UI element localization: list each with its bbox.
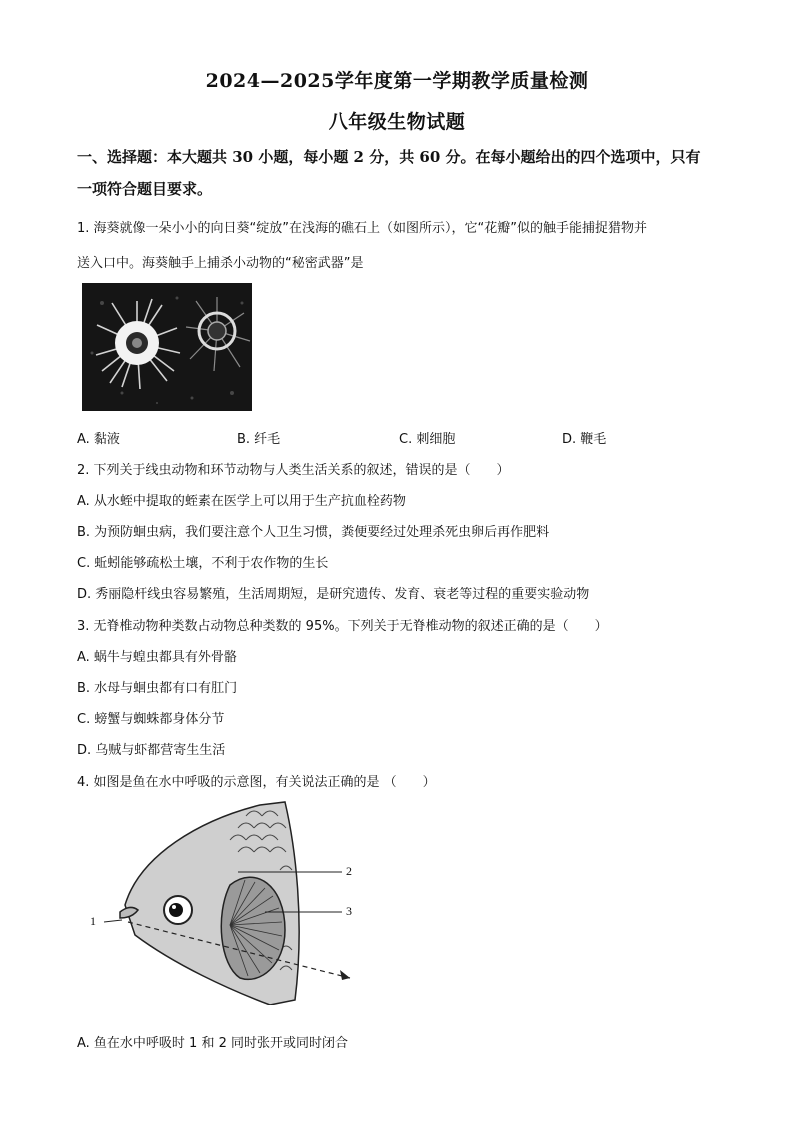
question-1-option-b[interactable]: B. 纤毛: [237, 432, 281, 447]
sea-anemone-photo: [82, 283, 252, 411]
question-2-option-d[interactable]: D. 秀丽隐杆线虫容易繁殖，生活周期短，是研究遗传、发育、衰老等过程的重要实验动物: [77, 587, 590, 602]
question-4-stem: 4. 如图是鱼在水中呼吸的示意图，有关说法正确的是 （ ）: [77, 775, 436, 790]
fish-respiration-diagram: [80, 800, 370, 1005]
question-1-option-a[interactable]: A. 黏液: [77, 432, 120, 447]
question-2-option-a[interactable]: A. 从水蛭中提取的蛭素在医学上可以用于生产抗血栓药物: [77, 494, 406, 509]
diagram-label-2: 2: [346, 864, 352, 878]
question-2-option-b[interactable]: B. 为预防蛔虫病，我们要注意个人卫生习惯，粪便要经过处理杀死虫卵后再作肥料: [77, 525, 550, 540]
question-3-option-b[interactable]: B. 水母与蛔虫都有口有肛门: [77, 681, 238, 696]
exam-subtitle: 八年级生物试题: [328, 111, 466, 133]
question-1-line1: 1. 海葵就像一朵小小的向日葵“绽放”在浅海的礁石上（如图所示），它“花瓣”似的触手能捕捉猎物并: [77, 221, 647, 236]
question-2-option-c[interactable]: C. 蚯蚓能够疏松土壤，不利于农作物的生长: [77, 556, 329, 571]
section-heading-line1: 一、选择题：本大题共 30 小题，每小题 2 分，共 60 分。在每小题给出的四个选项中，只有: [77, 148, 701, 166]
section-heading-line2: 一项符合题目要求。: [77, 180, 213, 198]
question-3-stem: 3. 无脊椎动物种类数占动物总种类数的 95%。下列关于无脊椎动物的叙述正确的是（ ）: [77, 619, 608, 634]
diagram-label-1: 1: [90, 914, 96, 928]
question-3-option-d[interactable]: D. 乌贼与虾都营寄生生活: [77, 743, 226, 758]
question-2-stem: 2. 下列关于线虫动物和环节动物与人类生活关系的叙述，错误的是（ ）: [77, 463, 510, 478]
question-3-option-c[interactable]: C. 螃蟹与蜘蛛都身体分节: [77, 712, 225, 727]
question-4-option-a[interactable]: A. 鱼在水中呼吸时 1 和 2 同时张开或同时闭合: [77, 1036, 349, 1051]
question-3-option-a[interactable]: A. 蜗牛与蝗虫都具有外骨骼: [77, 650, 237, 665]
question-1-line2: 送入口中。海葵触手上捕杀小动物的“秘密武器”是: [77, 256, 364, 271]
diagram-label-3: 3: [346, 904, 352, 918]
question-1-option-d[interactable]: D. 鞭毛: [562, 432, 607, 447]
exam-title: 2024—2025学年度第一学期教学质量检测: [205, 70, 589, 92]
question-1-option-c[interactable]: C. 刺细胞: [399, 432, 456, 447]
